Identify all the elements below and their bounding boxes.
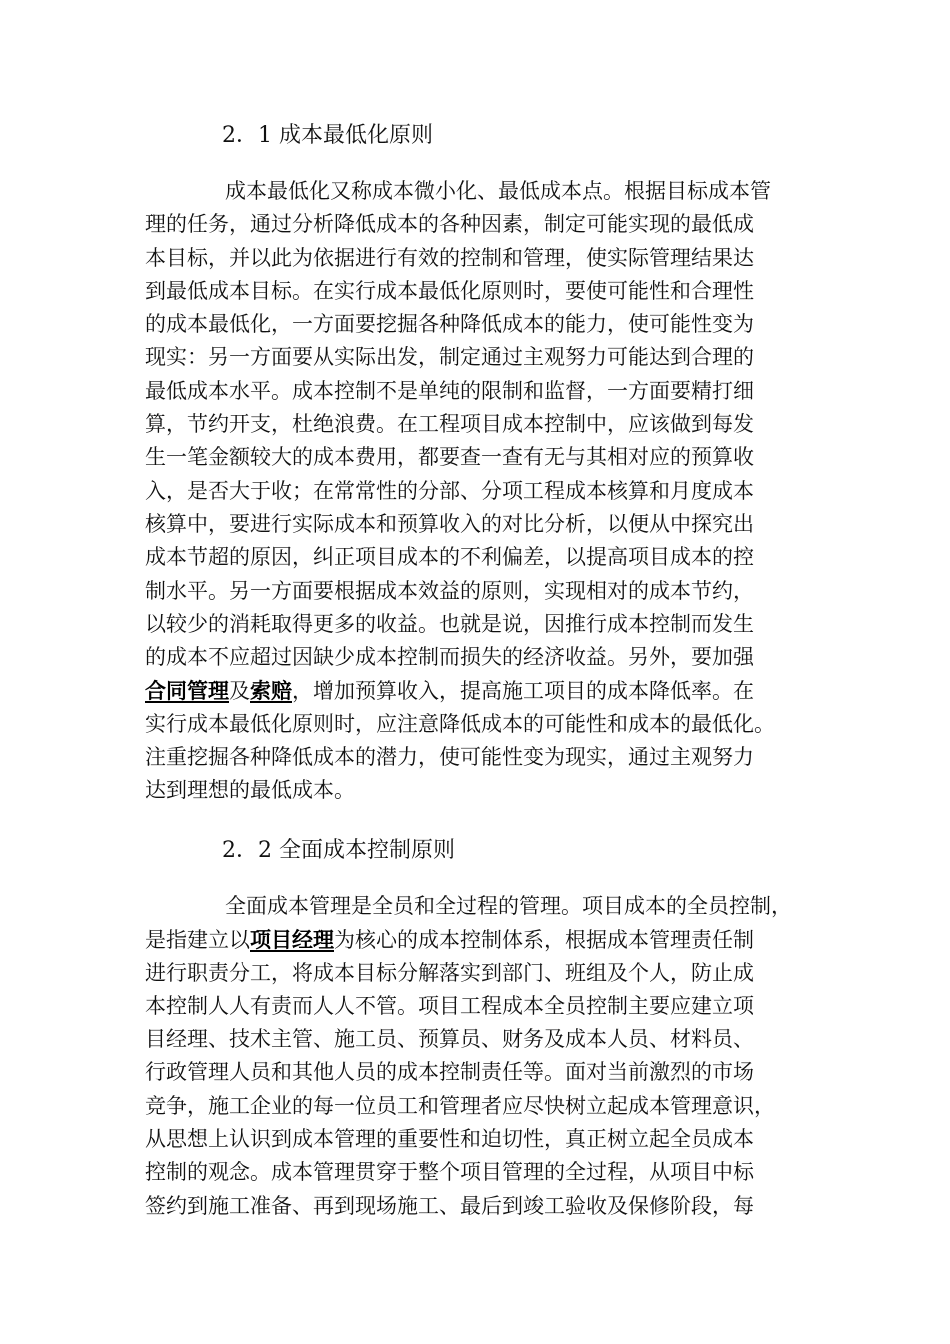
text-line: 注重挖掘各种降低成本的潜力，使可能性变为现实，通过主观努力 [145, 745, 754, 770]
text-line: 本控制人人有责而人人不管。项目工程成本全员控制主要应建立项 [145, 993, 754, 1018]
text-line: 现实：另一方面要从实际出发，制定通过主观努力可能达到合理的 [145, 345, 754, 370]
text-line: 进行职责分工，将成本目标分解落实到部门、班组及个人，防止成 [145, 960, 754, 985]
contract-management-link[interactable]: 合同管理 [145, 678, 229, 704]
text-line: 成本节超的原因，纠正项目成本的不利偏差，以提高项目成本的控 [145, 545, 754, 570]
text-line: 算，节约开支，杜绝浪费。在工程项目成本控制中，应该做到每发 [145, 412, 754, 437]
text-line: 成本最低化又称成本微小化、最低成本点。根据目标成本管 [225, 179, 771, 203]
text-line: 从思想上认识到成本管理的重要性和迫切性，真正树立起全员成本 [145, 1127, 754, 1152]
text-fragment: ，增加预算收入，提高施工项目的成本降低率。在 [292, 679, 754, 704]
text-fragment: 及 [229, 679, 250, 704]
text-line: 制水平。另一方面要根据成本效益的原则，实现相对的成本节约， [145, 578, 754, 603]
text-line: 最低成本水平。成本控制不是单纯的限制和监督，一方面要精打细 [145, 378, 754, 403]
text-line: 理的任务，通过分析降低成本的各种因素，制定可能实现的最低成 [145, 212, 754, 237]
claims-link[interactable]: 索赔 [250, 678, 292, 704]
text-line: 生一笔金额较大的成本费用，都要查一查有无与其相对应的预算收 [145, 445, 754, 470]
text-line: 的成本最低化，一方面要挖掘各种降低成本的能力，使可能性变为 [145, 312, 754, 337]
text-line: 竞争，施工企业的每一位员工和管理者应尽快树立起成本管理意识， [145, 1093, 775, 1118]
text-line: 行政管理人员和其他人员的成本控制责任等。面对当前激烈的市场 [145, 1060, 754, 1085]
text-line-with-links [145, 674, 825, 707]
text-line: 签约到施工准备、再到现场施工、最后到竣工验收及保修阶段，每 [145, 1193, 754, 1218]
text-fragment: 是指建立以 [145, 928, 250, 953]
text-line: 本目标，并以此为依据进行有效的控制和管理，使实际管理结果达 [145, 245, 754, 270]
text-line: 到最低成本目标。在实行成本最低化原则时，要使可能性和合理性 [145, 278, 754, 303]
text-line: 目经理、技术主管、施工员、预算员、财务及成本人员、材料员、 [145, 1027, 754, 1052]
text-line: 以较少的消耗取得更多的收益。也就是说，因推行成本控制而发生 [145, 611, 754, 636]
section-heading-2-2: 2．2 全面成本控制原则 [222, 838, 455, 863]
project-manager-link[interactable]: 项目经理 [250, 927, 334, 953]
text-fragment: 为核心的成本控制体系，根据成本管理责任制 [334, 928, 754, 953]
text-line: 的成本不应超过因缺少成本控制而损失的经济收益。另外，要加强 [145, 645, 754, 670]
text-line: 实行成本最低化原则时，应注意降低成本的可能性和成本的最低化。 [145, 711, 775, 736]
section-2-1-paragraph [145, 175, 825, 808]
text-line: 全面成本管理是全员和全过程的管理。项目成本的全员控制， [225, 894, 792, 918]
text-line: 核算中，要进行实际成本和预算收入的对比分析，以便从中探究出 [145, 511, 754, 536]
text-line: 达到理想的最低成本。 [145, 778, 355, 803]
section-heading-2-1: 2．1 成本最低化原则 [222, 123, 433, 148]
text-line-with-link [145, 923, 825, 956]
text-line: 入，是否大于收；在常常性的分部、分项工程成本核算和月度成本 [145, 478, 754, 503]
section-2-2-paragraph [145, 890, 825, 1223]
text-line: 控制的观念。成本管理贯穿于整个项目管理的全过程，从项目中标 [145, 1160, 754, 1185]
